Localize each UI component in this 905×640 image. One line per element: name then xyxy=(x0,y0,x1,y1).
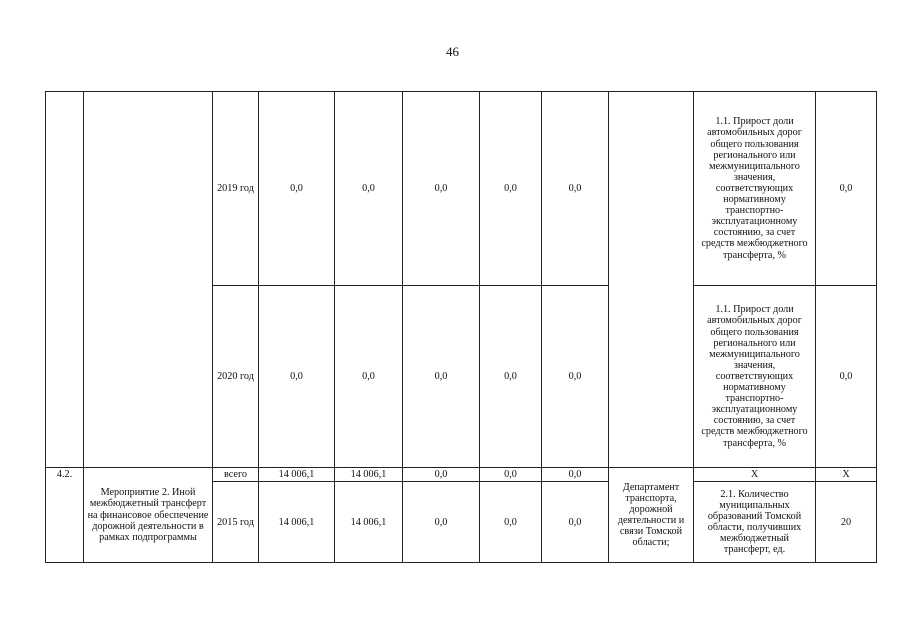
page-number: 46 xyxy=(446,44,459,59)
indicator-cell: X xyxy=(694,468,816,482)
value-cell: 0,0 xyxy=(403,92,480,286)
value-cell: 0,0 xyxy=(480,482,542,563)
year-cell: 2019 год xyxy=(213,92,259,286)
table-row xyxy=(46,92,877,286)
value-cell: 0,0 xyxy=(542,92,609,286)
value-cell: 0,0 xyxy=(259,92,335,286)
value-cell: 0,0 xyxy=(335,286,403,468)
value-cell: 0,0 xyxy=(480,286,542,468)
indicator-value-cell: 20 xyxy=(816,482,877,563)
value-cell: 0,0 xyxy=(403,468,480,482)
indicator-value-cell: 0,0 xyxy=(816,286,877,468)
value-cell: 0,0 xyxy=(403,482,480,563)
value-cell: 14 006,1 xyxy=(335,468,403,482)
value-cell: 0,0 xyxy=(542,468,609,482)
table-row xyxy=(46,468,877,482)
department-cell: Департамент транспорта, дорожной деятельности и связи Томской области; xyxy=(609,468,694,563)
value-cell: 14 006,1 xyxy=(259,482,335,563)
indicator-cell: 1.1. Прирост доли автомобильных дорог общего пользования регионального или межмуниципального значения, соответствующих нормативному транспортно-эксплуатационному состоянию, за счет средств межбюджетного трансферта, % xyxy=(694,92,816,286)
value-cell: 14 006,1 xyxy=(259,468,335,482)
measure-name-cell-empty xyxy=(84,92,213,468)
year-cell: 2015 год xyxy=(213,482,259,563)
indicator-value-cell: X xyxy=(816,468,877,482)
value-cell: 0,0 xyxy=(480,92,542,286)
value-cell: 0,0 xyxy=(542,286,609,468)
year-cell: 2020 год xyxy=(213,286,259,468)
value-cell: 0,0 xyxy=(403,286,480,468)
indicator-cell: 2.1. Количество муниципальных образований Томской области, получивших межбюджетный трансферт, ед. xyxy=(694,482,816,563)
indicator-value-cell: 0,0 xyxy=(816,92,877,286)
value-cell: 0,0 xyxy=(335,92,403,286)
indicator-cell: 1.1. Прирост доли автомобильных дорог общего пользования регионального или межмуниципального значения, соответствующих нормативному транспортно-эксплуатационному состоянию, за счет средств межбюджетного трансферта, % xyxy=(694,286,816,468)
budget-table xyxy=(45,91,877,563)
measure-number-cell: 4.2. xyxy=(46,468,84,563)
measure-name-cell: Мероприятие 2. Иной межбюджетный трансферт на финансовое обеспечение дорожной деятельности в рамках подпрограммы xyxy=(84,468,213,563)
value-cell: 14 006,1 xyxy=(335,482,403,563)
value-cell: 0,0 xyxy=(542,482,609,563)
year-cell: всего xyxy=(213,468,259,482)
department-cell-empty xyxy=(609,92,694,468)
value-cell: 0,0 xyxy=(259,286,335,468)
value-cell: 0,0 xyxy=(480,468,542,482)
measure-number-cell-empty xyxy=(46,92,84,468)
